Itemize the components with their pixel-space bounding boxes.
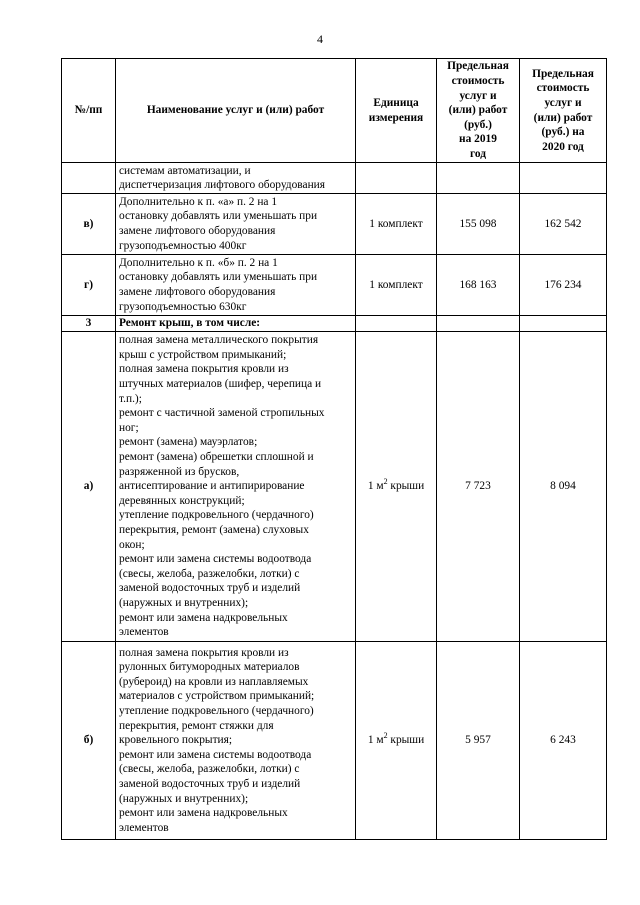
row-price-2019: 7 723 [437, 332, 520, 642]
row-description-line: полная замена покрытия кровли из [119, 363, 289, 376]
table-header-row [62, 59, 607, 163]
row-description-line: утепление подкровельного (чердачного) [119, 705, 314, 718]
page-number: 4 [317, 32, 323, 46]
row-description-line: заменой водосточных труб и изделий [119, 582, 301, 595]
row-description-line: т.п.); [119, 392, 142, 405]
row-description-line: Ремонт крыш, в том числе: [119, 317, 261, 330]
row-description-line: грузоподъемностью 400кг [119, 239, 247, 252]
row-price-2019 [437, 316, 520, 332]
row-price-2020: 6 243 [520, 642, 607, 840]
header-unit-line: измерения [368, 111, 424, 124]
row-price-2020 [520, 316, 607, 332]
header-price-2019-line: (руб.) [464, 118, 492, 131]
row-price-2020: 8 094 [520, 332, 607, 642]
row-number: 3 [62, 316, 116, 332]
row-description-line: рулонных битумородных материалов [119, 661, 300, 674]
row-description-line: (наружных и внутренних); [119, 596, 249, 609]
header-price-2019-line: год [469, 147, 487, 160]
row-description-line: Дополнительно к п. «а» п. 2 на 1 [119, 195, 278, 208]
header-price-2020-line: (руб.) на [541, 126, 585, 139]
header-num: №/пп [62, 59, 116, 163]
row-description-line: разряженной из брусков, [119, 465, 240, 478]
row-price-2020: 176 234 [520, 255, 607, 316]
row-description-line: утепление подкровельного (чердачного) [119, 509, 314, 522]
header-price-2019-line: (или) работ [448, 104, 508, 117]
row-description-line: штучных материалов (шифер, черепица и [119, 378, 322, 391]
row-number: б) [62, 642, 116, 840]
row-description-line: грузоподъемностью 630кг [119, 300, 247, 313]
row-number: а) [62, 332, 116, 642]
row-description-line: перекрытия, ремонт стяжки для [119, 719, 274, 732]
price-table [61, 58, 607, 840]
row-number: в) [62, 194, 116, 255]
row-description-line: (свесы, желоба, разжелобки, лотки) с [119, 567, 300, 580]
table-row [62, 163, 607, 194]
row-description [116, 194, 356, 255]
row-description-line: ремонт или замена надкровельных [119, 807, 288, 820]
row-description-line: Дополнительно к п. «б» п. 2 на 1 [119, 256, 278, 269]
row-description-line: кровельного покрытия; [119, 734, 233, 747]
row-description [116, 316, 356, 332]
row-description [116, 642, 356, 840]
row-unit: 1 $м^2$ крыши [356, 642, 437, 840]
header-name: Наименование услуг и (или) работ [116, 59, 356, 163]
unit-superscript: 2 [383, 477, 388, 487]
row-description-line: ремонт с частичной заменой стропильных [119, 407, 325, 420]
header-price-2020-line: (или) работ [533, 111, 593, 124]
header-price-2020-line: Предельная [532, 67, 594, 80]
row-description-line: остановку добавлять или уменьшать при [119, 271, 318, 284]
row-price-2020: 162 542 [520, 194, 607, 255]
table-row [62, 255, 607, 316]
row-number: г) [62, 255, 116, 316]
header-price-2019-line: стоимость [451, 75, 505, 88]
table-row [62, 332, 607, 642]
row-price-2019: 168 163 [437, 255, 520, 316]
row-description-line: полная замена металлического покрытия [119, 334, 319, 347]
row-price-2020 [520, 163, 607, 194]
row-description-line: материалов с устройством примыканий; [119, 690, 315, 703]
row-description-line: элементов [119, 821, 169, 834]
row-unit: 1 комплект [356, 255, 437, 316]
row-price-2019: 155 098 [437, 194, 520, 255]
header-price-2019-line: услуг и [459, 89, 497, 102]
row-description-line: ремонт или замена системы водоотвода [119, 748, 312, 761]
header-price-2019 [437, 59, 520, 163]
row-description-line: остановку добавлять или уменьшать при [119, 210, 318, 223]
row-description-line: антисептирование и антипирирование [119, 480, 305, 493]
header-price-2020 [520, 59, 607, 163]
header-price-2020-line: 2020 год [542, 140, 584, 153]
row-description [116, 255, 356, 316]
row-description-line: деревянных конструкций; [119, 494, 245, 507]
row-description-line: ног; [119, 421, 139, 434]
row-price-2019: 5 957 [437, 642, 520, 840]
row-description-line: замене лифтового оборудования [119, 286, 276, 298]
row-description [116, 332, 356, 642]
row-unit: 1 комплект [356, 194, 437, 255]
row-description-line: ремонт (замена) обрешетки сплошной и [119, 451, 314, 464]
header-price-2019-line: на 2019 [459, 133, 497, 146]
header-price-2020-line: услуг и [544, 96, 582, 109]
row-unit [356, 316, 437, 332]
row-price-2019 [437, 163, 520, 194]
row-description-line: ремонт или замена надкровельных [119, 611, 288, 624]
row-description-line: элементов [119, 626, 169, 639]
row-description-line: ремонт или замена системы водоотвода [119, 553, 312, 566]
table-row [62, 642, 607, 840]
row-description-line: полная замена покрытия кровли из [119, 646, 289, 659]
row-description-line: перекрытия, ремонт (замена) слуховых [119, 523, 309, 536]
row-description-line: (наружных и внутренних); [119, 792, 249, 805]
row-description-line: диспетчеризация лифтового оборудования [119, 179, 326, 192]
row-description-line: крыш с устройством примыканий; [119, 348, 287, 361]
row-description-line: (рубероид) на кровли из наплавляемых [119, 675, 309, 688]
unit-superscript: 2 [383, 731, 388, 741]
row-unit [356, 163, 437, 194]
header-price-2020-line: стоимость [536, 82, 590, 95]
table-row [62, 194, 607, 255]
row-description-line: заменой водосточных труб и изделий [119, 777, 301, 790]
row-description-line: (свесы, желоба, разжелобки, лотки) с [119, 763, 300, 776]
header-unit [356, 59, 437, 163]
row-description-line: системам автоматизации, и [119, 164, 251, 177]
table-row [62, 316, 607, 332]
row-number [62, 163, 116, 194]
header-unit-line: Единица [373, 96, 419, 109]
row-description-line: замене лифтового оборудования [119, 225, 276, 237]
row-description-line: ремонт (замена) мауэрлатов; [119, 436, 258, 449]
header-price-2019-line: Предельная [447, 60, 509, 73]
row-description [116, 163, 356, 194]
row-description-line: окон; [119, 538, 145, 551]
row-unit: 1 $м^2$ крыши [356, 332, 437, 642]
